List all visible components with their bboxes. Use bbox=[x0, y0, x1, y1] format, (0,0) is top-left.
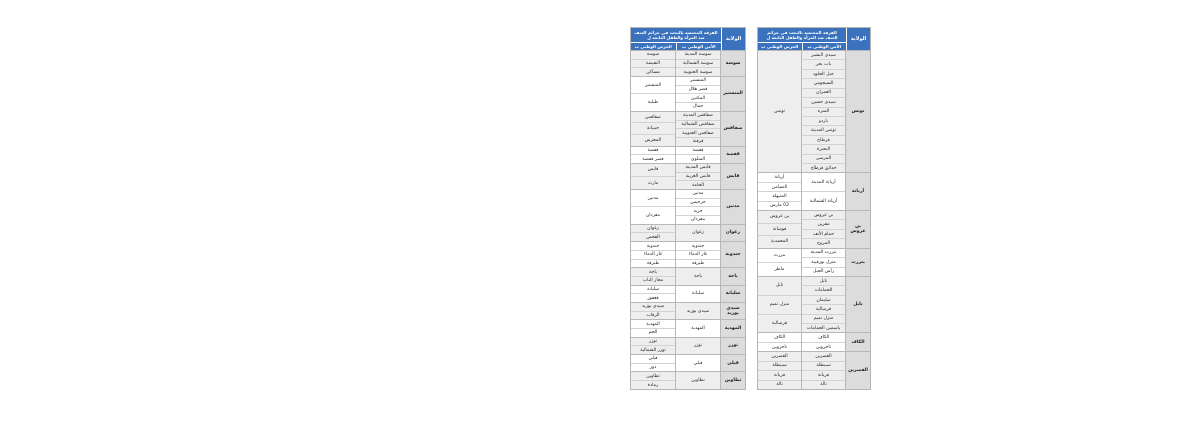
guard-unit-cell: قعفور bbox=[631, 293, 675, 302]
guard-unit-cell: الرقاب bbox=[631, 311, 675, 320]
guard-units-column bbox=[631, 51, 676, 76]
security-unit-cell: جبل الجلود bbox=[802, 69, 845, 78]
security-column-header: الأمن الوطني ب bbox=[681, 44, 716, 49]
table-header bbox=[631, 28, 745, 50]
governorate-block bbox=[631, 285, 745, 302]
security-unit-cell: باب بحر bbox=[802, 59, 845, 68]
governorate-cell: قفصة bbox=[721, 147, 745, 163]
security-unit-cell: قابس الغربية bbox=[676, 172, 720, 181]
security-unit-cell: سوسة الشمالية bbox=[676, 59, 720, 68]
guard-units-column bbox=[758, 277, 802, 333]
governorate-block bbox=[631, 371, 745, 388]
guard-unit-cell: التضامن bbox=[758, 182, 801, 191]
security-units-column bbox=[676, 286, 721, 302]
guard-unit-cell: مارث bbox=[631, 176, 675, 189]
unit-subheaders bbox=[758, 42, 846, 50]
governorate-cell: القصرين bbox=[846, 352, 870, 389]
unit-column-header: الفرقة المختصة بالبحث في جرائم العنف ضد المرأة والطفل التابعة ل bbox=[766, 30, 838, 40]
governorate-cell: الكاف bbox=[846, 333, 870, 351]
guard-units-column bbox=[631, 225, 676, 241]
security-units-column bbox=[676, 355, 721, 371]
security-unit-cell: سيدي البشير bbox=[811, 52, 836, 58]
governorate-cell: المنستير bbox=[721, 77, 745, 111]
guard-unit-cell: باجة bbox=[649, 269, 657, 275]
security-unit-cell: جربة bbox=[676, 206, 720, 215]
security-unit-cell: سليمان bbox=[802, 295, 845, 304]
governorate-cell: قابس bbox=[721, 164, 745, 189]
security-unit-cell: بن عروس bbox=[813, 212, 834, 218]
governorate-block bbox=[631, 189, 745, 224]
security-units-column bbox=[676, 338, 721, 354]
security-unit-cell: تطاوين bbox=[691, 378, 705, 384]
guard-unit-cell: قبلي bbox=[648, 356, 658, 362]
security-unit-cell: قرمبالية bbox=[802, 304, 845, 313]
guard-units-column bbox=[631, 338, 676, 354]
guard-units-column bbox=[631, 242, 676, 267]
governorate-block bbox=[631, 111, 745, 146]
security-unit-cell: تاجروين bbox=[802, 342, 845, 351]
unit-subheaders bbox=[631, 42, 721, 50]
security-unit-cell: قرطاج bbox=[802, 135, 845, 144]
security-unit-cell: بنزرت المدينة bbox=[810, 250, 837, 256]
table-header bbox=[758, 28, 870, 50]
governorate-cell: باجة bbox=[721, 268, 745, 284]
security-unit-cell: سبيطلة bbox=[802, 361, 845, 370]
guard-unit-cell: قابس bbox=[647, 167, 659, 173]
guard-unit-cell: قرمبالية bbox=[758, 314, 801, 333]
security-units-column bbox=[676, 303, 721, 319]
guard-unit-cell: دوز bbox=[631, 363, 675, 372]
guard-unit-cell: القصرين bbox=[771, 354, 788, 359]
security-unit-cell: مقرين bbox=[802, 219, 845, 228]
security-unit-cell: منزل بورقيبة bbox=[802, 257, 845, 266]
security-unit-cell: طبرقة bbox=[676, 259, 720, 268]
guard-unit-cell: المحرس bbox=[631, 134, 675, 146]
guard-unit-cell: تاجروين bbox=[758, 342, 801, 351]
guard-unit-cell: المهدية bbox=[646, 321, 660, 327]
security-unit-cell: نابل bbox=[819, 278, 828, 284]
guard-units-column bbox=[631, 268, 676, 284]
security-column-header: الأمن الوطني ب bbox=[807, 44, 842, 49]
governorate-block bbox=[758, 172, 870, 210]
security-unit-cell: المكنين bbox=[676, 93, 720, 102]
guard-units-column bbox=[631, 320, 676, 336]
guard-units-column bbox=[631, 286, 676, 302]
governorate-cell: أريانة bbox=[846, 173, 870, 210]
guard-unit-cell: بن عروس bbox=[769, 214, 790, 220]
security-unit-cell: سوسة الجنوبية bbox=[676, 67, 720, 76]
security-unit-cell: أريانة المدينة bbox=[811, 179, 836, 185]
guard-unit-cell: تطاوين bbox=[646, 373, 660, 379]
governorate-cell: مدنين bbox=[721, 190, 745, 224]
guard-unit-cell: جبنيانة bbox=[631, 122, 675, 134]
guard-units-column bbox=[631, 372, 676, 388]
security-unit-cell: جندوبة bbox=[691, 243, 705, 249]
security-unit-cell: المهدية bbox=[691, 326, 705, 332]
governorate-cell: سوسة bbox=[721, 51, 745, 76]
guard-unit-cell: بنزرت bbox=[773, 252, 786, 258]
security-units-column bbox=[676, 320, 721, 336]
security-unit-cell: القصرين bbox=[815, 354, 832, 359]
security-unit-cell: قرقنة bbox=[676, 137, 720, 146]
guard-unit-cell: قفصة bbox=[647, 147, 659, 153]
security-unit-cell: صفاقس الجنوبية bbox=[676, 128, 720, 137]
security-unit-cell: جرجيس bbox=[676, 198, 720, 207]
guard-column-header: الحرس الوطني ب bbox=[758, 43, 803, 50]
governorate-block bbox=[631, 50, 745, 76]
guard-unit-cell: مجاز الباب bbox=[631, 276, 675, 285]
governorate-cell: سيدي بوزيد bbox=[721, 303, 745, 319]
governorate-block bbox=[758, 276, 870, 333]
guard-unit-cell: جندوبة bbox=[646, 243, 660, 249]
guard-unit-cell: رمادة bbox=[631, 380, 675, 389]
governorate-block bbox=[758, 351, 870, 389]
guard-unit-cell: نابل bbox=[775, 283, 784, 289]
guard-unit-cell: الكاف bbox=[773, 335, 786, 341]
security-units-column bbox=[802, 352, 846, 389]
governorate-cell: بنزرت bbox=[846, 249, 870, 276]
security-unit-cell: الحمامات bbox=[802, 285, 845, 294]
security-units-column bbox=[802, 173, 846, 210]
security-unit-cell: المنستير bbox=[689, 78, 707, 84]
security-unit-cell: صفاقس الشمالية bbox=[676, 120, 720, 129]
security-units-column bbox=[802, 249, 846, 276]
security-units-column bbox=[676, 164, 721, 189]
guard-unit-cell: سليانة bbox=[647, 286, 659, 292]
guard-units-column bbox=[758, 249, 802, 276]
security-units-column bbox=[802, 333, 846, 351]
units-table-part-1 bbox=[757, 27, 871, 390]
guard-units-column bbox=[758, 352, 802, 389]
security-unit-cell: البحيرة bbox=[802, 144, 845, 153]
security-unit-cell: المرسى bbox=[802, 154, 845, 163]
security-unit-cell: أريانة الشمالية bbox=[802, 191, 845, 210]
guard-unit-cell: توزر bbox=[648, 339, 658, 345]
guard-unit-cell: المنيهلة bbox=[758, 191, 801, 200]
security-units-column bbox=[802, 277, 846, 333]
security-unit-cell: باجة bbox=[694, 273, 702, 279]
guard-unit-cell: طبلبة bbox=[631, 93, 675, 110]
security-unit-cell: المروج bbox=[802, 238, 845, 247]
security-units-column bbox=[676, 51, 721, 76]
security-unit-cell: السيجومي bbox=[802, 78, 845, 87]
security-units-column bbox=[676, 225, 721, 241]
security-unit-cell: قابس المدينة bbox=[685, 165, 711, 171]
security-unit-cell: غار الدماء bbox=[676, 250, 720, 259]
guard-units-column bbox=[631, 355, 676, 371]
security-units-column bbox=[676, 190, 721, 224]
guard-unit-cell: الفحص bbox=[631, 232, 675, 241]
governorate-block bbox=[631, 337, 745, 354]
security-unit-cell: زغوان bbox=[692, 230, 704, 236]
governorate-cell: المهدية bbox=[721, 320, 745, 336]
guard-unit-cell: تالة bbox=[758, 380, 801, 389]
security-unit-cell: توزر bbox=[693, 343, 703, 349]
security-unit-cell: تالة bbox=[802, 380, 845, 389]
governorate-cell: قبلي bbox=[721, 355, 745, 371]
security-unit-cell: قبلي bbox=[693, 360, 703, 366]
governorate-block bbox=[758, 50, 870, 172]
security-units-column bbox=[676, 147, 721, 163]
security-unit-cell: حدائق قرطاج bbox=[802, 163, 845, 172]
table-body bbox=[758, 50, 870, 389]
security-unit-cell: جمال bbox=[676, 102, 720, 111]
security-unit-cell: الكاف bbox=[817, 335, 830, 341]
security-unit-cell: صفاقس المدينة bbox=[683, 113, 714, 119]
security-unit-cell: منزل تميم bbox=[802, 314, 845, 323]
guard-units-column bbox=[758, 211, 802, 248]
security-unit-cell: المتلوي bbox=[676, 154, 720, 163]
security-unit-cell: سليانة bbox=[692, 291, 704, 297]
guard-unit-cell: سيدي بوزيد bbox=[641, 304, 665, 310]
guard-unit-cell: تونس bbox=[774, 109, 785, 115]
guard-unit-cell: الجم bbox=[631, 328, 675, 337]
security-unit-cell: سيدي بوزيد bbox=[686, 308, 710, 314]
security-unit-cell: سوسة المدينة bbox=[684, 52, 712, 58]
guard-units-column bbox=[631, 147, 676, 163]
guard-unit-cell: منزل تميم bbox=[758, 295, 801, 314]
governorate-block bbox=[631, 319, 745, 336]
governorate-block bbox=[758, 210, 870, 248]
guard-units-column bbox=[631, 190, 676, 224]
governorate-block bbox=[631, 354, 745, 371]
guard-unit-cell: النفيضة bbox=[631, 59, 675, 68]
governorate-column-header: الولاية bbox=[846, 28, 870, 50]
unit-header-group bbox=[631, 28, 721, 50]
guard-unit-cell: أريانة bbox=[774, 175, 785, 181]
governorate-block bbox=[631, 76, 745, 111]
guard-unit-cell: قصر قفصة bbox=[631, 154, 675, 163]
security-unit-cell: سيدي حسين bbox=[802, 97, 845, 106]
governorate-cell: توزر bbox=[721, 338, 745, 354]
security-units-column bbox=[676, 242, 721, 267]
governorate-cell: تطاوين bbox=[721, 372, 745, 388]
security-unit-cell: باردو bbox=[802, 116, 845, 125]
guard-units-column bbox=[631, 112, 676, 146]
guard-unit-cell: فريانة bbox=[758, 370, 801, 379]
governorate-column-header: الولاية bbox=[721, 28, 745, 50]
security-units-column bbox=[676, 372, 721, 388]
security-unit-cell: قفصة bbox=[692, 147, 704, 153]
guard-units-column bbox=[631, 77, 676, 111]
security-units-column bbox=[802, 211, 846, 248]
unit-column-header: الفرقة المختصة بالبحث في جرائم العنف ضد المرأة والطفل التابعة ل bbox=[634, 30, 718, 40]
guard-unit-cell: مساكن bbox=[631, 67, 675, 76]
governorate-block bbox=[758, 332, 870, 351]
security-units-column bbox=[676, 112, 721, 146]
guard-unit-cell: فوشانة bbox=[758, 223, 801, 236]
table-body bbox=[631, 50, 745, 389]
guard-unit-cell: مدنين bbox=[647, 195, 659, 201]
governorate-block bbox=[631, 302, 745, 319]
guard-units-column bbox=[631, 164, 676, 189]
security-units-column bbox=[802, 51, 846, 172]
governorate-block bbox=[631, 267, 745, 284]
guard-unit-cell: 02 مارس bbox=[758, 201, 801, 210]
security-unit-cell: تونس المدينة bbox=[802, 125, 845, 134]
security-unit-cell: بنقردان bbox=[676, 215, 720, 224]
security-unit-cell: رأس الجبل bbox=[802, 267, 845, 276]
guard-unit-cell: سبيطلة bbox=[758, 361, 801, 370]
security-unit-cell: حمام الأنف bbox=[802, 229, 845, 238]
security-units-column bbox=[676, 77, 721, 111]
guard-units-column bbox=[758, 173, 802, 210]
security-unit-cell: مدنين bbox=[692, 191, 704, 197]
security-unit-cell: المنزه bbox=[802, 107, 845, 116]
security-units-column bbox=[676, 268, 721, 284]
guard-unit-cell: ماطر bbox=[758, 262, 801, 276]
security-unit-cell: الحامة bbox=[676, 180, 720, 189]
governorate-block bbox=[631, 163, 745, 189]
security-unit-cell: قصر هلال bbox=[676, 85, 720, 94]
guard-unit-cell: سوسة bbox=[646, 52, 660, 58]
governorate-cell: تونس bbox=[846, 51, 870, 172]
security-unit-cell: فريانة bbox=[802, 370, 845, 379]
governorate-block bbox=[631, 146, 745, 163]
unit-header-group bbox=[758, 28, 846, 50]
guard-unit-cell: المنستير bbox=[644, 82, 662, 88]
governorate-cell: نابل bbox=[846, 277, 870, 333]
governorate-cell: بن عروس bbox=[846, 211, 870, 248]
governorate-block bbox=[758, 248, 870, 276]
guard-column-header: الحرس الوطني ب bbox=[631, 43, 677, 50]
governorate-cell: صفاقس bbox=[721, 112, 745, 146]
guard-units-column bbox=[631, 303, 676, 319]
guard-unit-cell: طبرقة bbox=[631, 259, 675, 268]
governorate-cell: سليانة bbox=[721, 286, 745, 302]
governorate-block bbox=[631, 224, 745, 241]
guard-units-column bbox=[758, 333, 802, 351]
guard-unit-cell: غار الدماء bbox=[631, 250, 675, 259]
guard-units-column bbox=[758, 51, 802, 172]
guard-unit-cell: زغوان bbox=[647, 226, 659, 232]
security-unit-cell: ياسمين الحمامات bbox=[802, 323, 845, 332]
guard-unit-cell: بنقردان bbox=[631, 206, 675, 223]
guard-unit-cell: صفاقس bbox=[645, 114, 661, 120]
governorate-cell: زغوان bbox=[721, 225, 745, 241]
guard-unit-cell: المحمدية bbox=[758, 235, 801, 248]
governorate-block bbox=[631, 241, 745, 267]
guard-unit-cell: توزر الشمالية bbox=[631, 345, 675, 354]
security-unit-cell: العمران bbox=[802, 88, 845, 97]
units-table-part-2 bbox=[630, 27, 746, 390]
governorate-cell: جندوبة bbox=[721, 242, 745, 267]
